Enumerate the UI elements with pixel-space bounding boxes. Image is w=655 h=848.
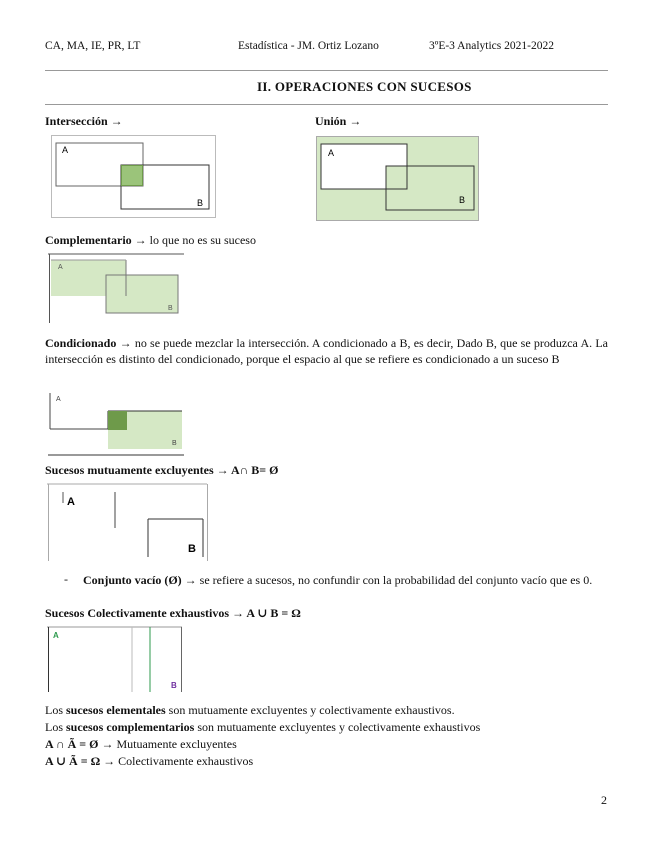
header-center: Estadística - JM. Ortiz Lozano — [238, 40, 379, 52]
label-a: A — [62, 145, 69, 155]
header-right: 3ºE-3 Analytics 2021-2022 — [429, 40, 554, 52]
conjunto-vacio-paragraph: Conjunto vacío (Ø) → se refiere a sucesos, no confundir con la probabilidad del conjunto vacío que es 0. — [83, 573, 593, 587]
label-b: B — [197, 198, 204, 208]
label-b: B — [168, 305, 173, 312]
section-title: II. OPERACIONES CON SUCESOS — [257, 79, 472, 94]
page-number: 2 — [601, 793, 607, 807]
colectivamente-diagram — [47, 626, 184, 694]
mutuamente-diagram — [47, 483, 210, 563]
condition-region — [108, 411, 127, 430]
formula-union-line: A ∪ Ã = Ω → Colectivamente exhaustivos — [45, 754, 254, 768]
label-b: B — [172, 440, 177, 447]
sucesos-elementales-line: Los sucesos elementales son mutuamente excluyentes y colectivamente exhaustivos. — [45, 703, 455, 717]
label-a: A — [58, 264, 63, 271]
complementario-label: Complementario → lo que no es su suceso — [45, 233, 256, 247]
interseccion-label: Intersección → — [45, 114, 123, 128]
intersection-region — [122, 166, 143, 186]
label-b: B — [188, 543, 196, 555]
header-rule-top — [45, 70, 608, 71]
conjunto-vacio-bullet: - — [64, 572, 68, 586]
complementario-diagram — [48, 253, 185, 329]
condicionado-paragraph: Condicionado → no se puede mezclar la intersección. A condicionado a B, es decir, Dado B, que se produzca A. La intersección es distinto del condicionado, porque el espacio al que se refiere es condicionado a un suceso B — [45, 336, 608, 366]
formula-interseccion-line: A ∩ Ã = Ø → Mutuamente excluyentes — [45, 737, 237, 751]
header-rule-bottom — [45, 104, 608, 105]
label-a: A — [56, 396, 61, 403]
label-a: A — [53, 631, 59, 640]
header-left: CA, MA, IE, PR, LT — [45, 40, 141, 52]
label-b: B — [171, 681, 177, 690]
colectivamente-label: Sucesos Colectivamente exhaustivos → A ∪ B = Ω — [45, 606, 301, 620]
mutuamente-label: Sucesos mutuamente excluyentes → A∩ B= Ø — [45, 463, 279, 477]
condicionado-diagram — [48, 391, 185, 457]
interseccion-diagram — [51, 135, 217, 219]
label-a: A — [67, 496, 75, 508]
sucesos-complementarios-line: Los sucesos complementarios son mutuamente excluyentes y colectivamente exhaustivos — [45, 720, 481, 734]
union-diagram — [316, 136, 480, 222]
label-a: A — [328, 148, 335, 158]
union-label: Unión → — [315, 114, 362, 128]
label-b: B — [459, 195, 466, 205]
